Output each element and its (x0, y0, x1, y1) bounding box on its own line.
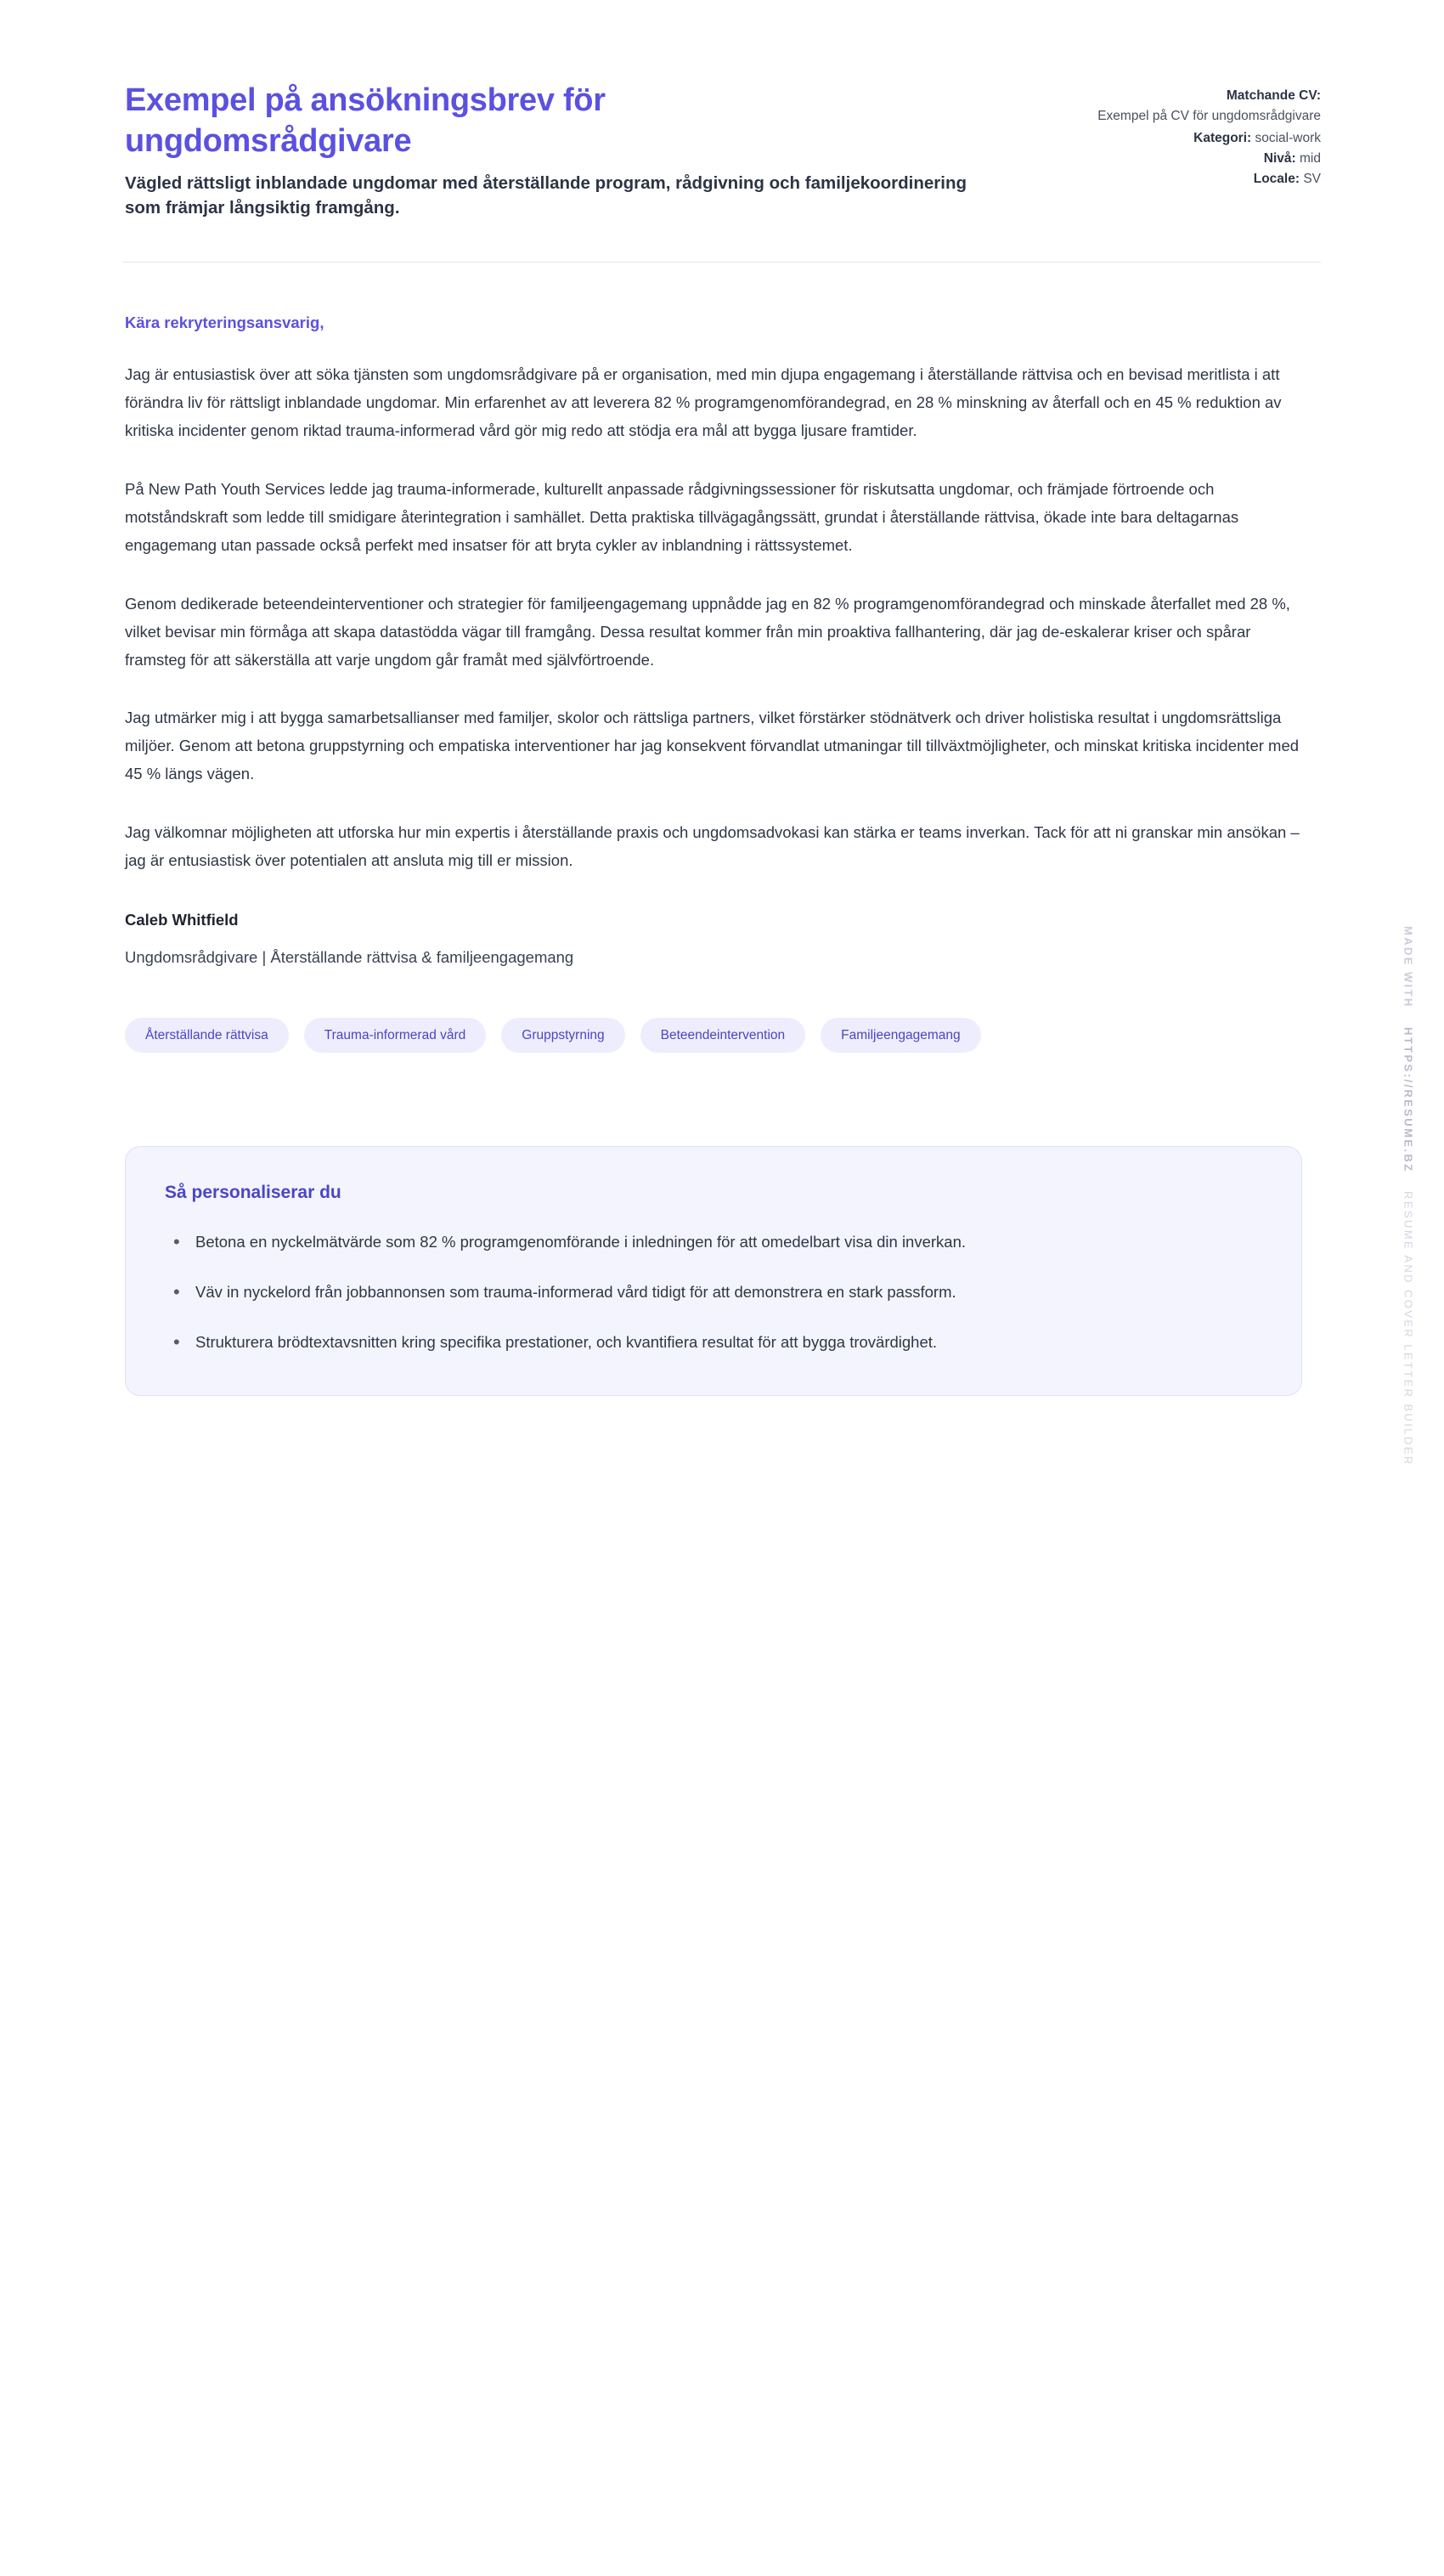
meta-matching-cv-value: Exempel på CV för ungdomsrådgivare (1097, 109, 1321, 124)
meta-level-value: mid (1300, 151, 1321, 167)
document-sheet (123, 0, 1321, 1498)
meta-level-label: Nivå: (1263, 151, 1296, 167)
watermark-made-with: MADE WITH (1402, 926, 1415, 1008)
tips-list-item: • Betona en nyckelmätvärde som 82 % programgenomförande i inledningen för att omedelbart visa din inverkan. (165, 1229, 1261, 1256)
meta-level (1075, 149, 1321, 169)
letter-paragraph: Jag är entusiastisk över att söka tjänsten som ungdomsrådgivare på er organisation, med min djupa engagemang i återställande rättvisa och en bevisad meritlista i att förändra liv för rättsligt inblandade ungdomar. Min erfarenhet av att leverera 82 % programgenomförandegrad, en 28 % minskning av återfall och en 45 % reduktion av kritiska incidenter genom riktad trauma-informerad vård gör mig redo att stödja era mål att bygga ljusare framtider. (125, 365, 1282, 440)
meta-category (1075, 128, 1321, 149)
bottom-spacer (125, 1396, 1302, 1498)
cover-letter-body (123, 263, 1304, 1497)
meta-locale-label: Locale: (1253, 172, 1300, 187)
skill-tag[interactable]: Återställande rättvisa (125, 1018, 289, 1053)
tips-list-item: • Väv in nyckelord från jobbannonsen som trauma-informerad vård tidigt för att demonstrera en stark passform. (165, 1279, 1261, 1306)
side-branding-watermark (1391, 926, 1425, 1623)
tips-list (165, 1229, 1262, 1355)
letter-paragraph: På New Path Youth Services ledde jag trauma-informerade, kulturellt anpassade rådgivningssessioner för riskutsatta ungdomar, och främjade förtroende och motståndskraft som ledde till smidigare återintegration i samhället. Detta praktiska tillvägagångssätt, grundat i återställande rättvisa, ökade inte bara deltagarnas engagemang utan passade också perfekt med insatser för att bryta cykler av inblandning i rättssystemet. (125, 479, 1239, 554)
letter-paragraph: Genom dedikerade beteendeinterventioner och strategier för familjeengagemang uppnådde jag en 82 % programgenomförandegrad och minskade återfallet med 28 %, vilket bevisar min förmåga att skapa datastödda vägar till framgång. Dessa resultat kommer från min proaktiva fallhantering, där jag de-eskalerar kriser och spårar framsteg för att säkerställa att varje ungdom går framåt med självförtroende. (125, 594, 1290, 669)
meta-matching-cv-label: Matchande CV: (1226, 88, 1321, 103)
skill-tag[interactable]: Trauma-informerad vård (304, 1018, 487, 1053)
skill-tag-list (125, 1006, 1187, 1053)
letter-paragraph: Jag välkomnar möjligheten att utforska hur min expertis i återställande praxis och ungdomsadvokasi kan stärka er teams inverkan. Tack för att ni granskar min ansökan – jag är entusiastisk över potentialen att ansluta mig till er mission. (125, 823, 1300, 870)
tips-title: Så personaliserar du (165, 1183, 341, 1203)
signature-name: Caleb Whitfield (125, 911, 239, 929)
page-title: Exempel på ansökningsbrev för ungdomsrådgivare (125, 82, 606, 159)
header-left (123, 81, 981, 221)
meta-category-label: Kategori: (1193, 131, 1252, 146)
meta-category-value: social-work (1255, 131, 1321, 146)
meta-locale (1075, 169, 1321, 189)
watermark-url[interactable]: HTTPS://RESUME.BZ (1402, 1026, 1415, 1173)
header-meta (1075, 81, 1321, 189)
letter-paragraph: Jag utmärker mig i att bygga samarbetsallianser med familjer, skolor och rättsliga partners, vilket förstärker stödnätverk och driver holistiska resultat i ungdomsrättsliga miljöer. Genom att betona gruppstyrning och empatiska interventioner har jag konsekvent förvandlat utmaningar till tillväxtmöjligheter, och minskat kritiska incidenter med 45 % längs vägen. (125, 709, 1300, 783)
personalization-tips-card (125, 1146, 1302, 1395)
skill-tag[interactable]: Gruppstyrning (501, 1018, 624, 1053)
page-subtitle: Vägled rättsligt inblandade ungdomar med återställande program, rådgivning och familjekoordinering som främjar långsiktig framgång. (125, 172, 967, 218)
tips-list-item: • Strukturera brödtextavsnitten kring specifika prestationer, och kvantifiera resultat för att bygga trovärdighet. (165, 1329, 1261, 1356)
letter-salutation: Kära rekryteringsansvarig, (125, 314, 324, 332)
meta-matching-cv (1075, 86, 1321, 127)
watermark-tagline: RESUME AND COVER LETTER BUILDER (1402, 1191, 1415, 1466)
signature-role: Ungdomsrådgivare | Återställande rättvisa & familjeengagemang (125, 948, 574, 967)
document-header (123, 59, 1321, 221)
skill-tag[interactable]: Beteendeintervention (640, 1018, 806, 1053)
meta-locale-value: SV (1303, 172, 1321, 187)
skill-tag[interactable]: Familjeengagemang (821, 1018, 980, 1053)
